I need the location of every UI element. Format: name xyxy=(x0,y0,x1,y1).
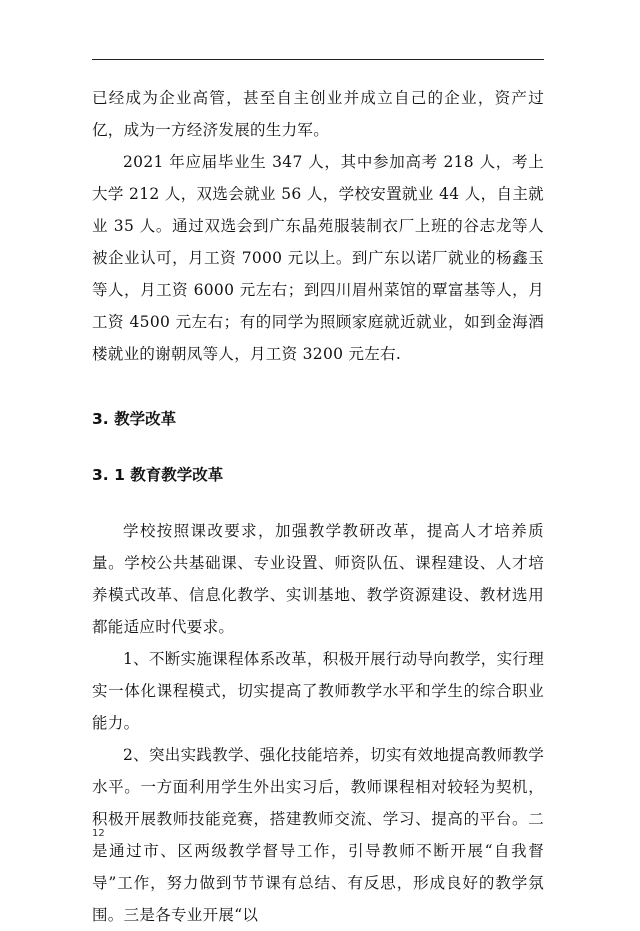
header-rule xyxy=(92,59,544,60)
document-body xyxy=(92,82,544,931)
page-number: 12 xyxy=(92,828,105,839)
paragraph-curriculum-reform: 学校按照课改要求，加强教学教研改革，提高人才培养质量。学校公共基础课、专业设置、师资队伍、课程建设、人才培养模式改革、信息化教学、实训基地、教学资源建设、教材选用都能适应时代要求。 xyxy=(92,522,544,636)
paragraph-graduates-2021: 2021 年应届毕业生 347 人，其中参加高考 218 人，考上大学 212 人，双选会就业 56 人，学校安置就业 44 人，自主就业 35 人。通过双选会到广东晶苑服装制衣厂上班的谷志龙等人被企业认可，月工资 7000 元以上。到广东以诺厂就业的杨鑫玉等人，月工资 6000 元左右；到四川眉州菜馆的覃富基等人，月工资 4500 元左右；有的同学为照顾家庭就近就业，如到金海酒楼就业的谢朝凤等人，月工资 3200 元左右. xyxy=(92,153,544,363)
subsection-heading-education-reform: 3. 1 教育教学改革 xyxy=(92,466,224,484)
section-heading-teaching-reform: 3. 教学改革 xyxy=(92,410,177,428)
paragraph-item-2: 2、突出实践教学、强化技能培养，切实有效地提高教师教学水平。一方面利用学生外出实习后，教师课程相对较轻为契机，积极开展教师技能竞赛，搭建教师交流、学习、提高的平台。二是通过市、区两级教学督导工作，引导教师不断开展“自我督导”工作，努力做到节节课有总结、有反思，形成良好的教学氛围。三是各专业开展“以 xyxy=(92,746,544,924)
paragraph-continuation: 已经成为企业高管，甚至自主创业并成立自己的企业，资产过亿，成为一方经济发展的生力军。 xyxy=(92,89,544,139)
paragraph-item-1: 1、不断实施课程体系改革，积极开展行动导向教学，实行理实一体化课程模式，切实提高了教师教学水平和学生的综合职业能力。 xyxy=(92,650,544,732)
